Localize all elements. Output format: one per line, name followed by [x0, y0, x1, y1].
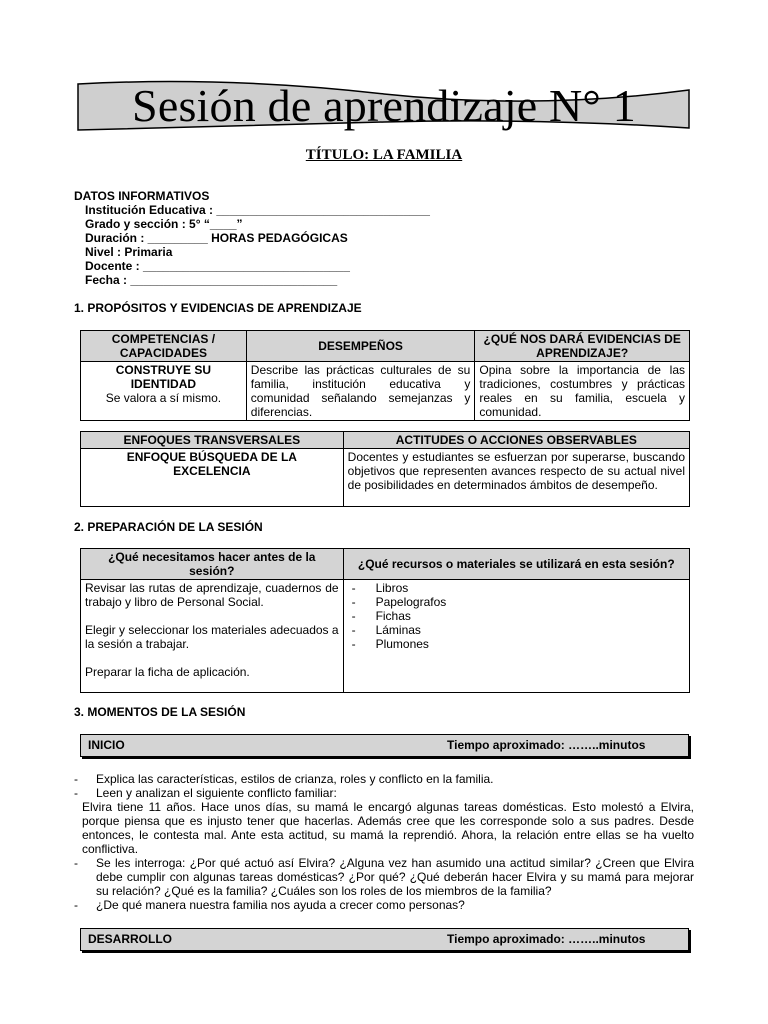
competencia-cell [81, 362, 247, 421]
antes-item: Elegir y seleccionar los materiales adecuados a la sesión a trabajar. [85, 623, 339, 651]
list-item: - ¿De qué manera nuestra familia nos ayuda a crecer como personas? [74, 898, 465, 912]
recursos-cell [343, 580, 689, 693]
desarrollo-bar [80, 928, 689, 951]
recursos-list [348, 581, 685, 651]
antes-item: Revisar las rutas de aprendizaje, cuadernos de trabajo y libro de Personal Social. [85, 581, 339, 609]
col-header-actitudes: ACTITUDES O ACCIONES OBSERVABLES [343, 432, 689, 449]
col-header-competencias: COMPETENCIAS / CAPACIDADES [81, 331, 247, 362]
section-1-heading: 1. PROPÓSITOS Y EVIDENCIAS DE APRENDIZAJE [74, 301, 362, 315]
field-institucion: Institución Educativa : ________________________________ [85, 203, 430, 217]
list-item: - Se les interroga: ¿Por qué actuó así Elvira? ¿Alguna vez han asumido una actitud similar? ¿Creen que Elvira debe cumplir con algunas tareas domésticas? ¿Por qué? ¿Qué deberán hacer Elvira y su mamá para mejorar su relación? ¿Qué es la familia? ¿Cuáles son los roles de los miembros de la familia? [74, 856, 694, 898]
datos-heading: DATOS INFORMATIVOS [74, 189, 210, 203]
capacidad-text: Se valora a sí mismo. [105, 391, 222, 405]
propositos-table [80, 330, 690, 421]
section-2-heading: 2. PREPARACIÓN DE LA SESIÓN [74, 520, 263, 534]
list-item: - Explica las características, estilos de crianza, roles y conflicto en la familia. [74, 772, 494, 786]
list-item: - Leen y analizan el siguiente conflicto familiar: [74, 786, 337, 800]
preparacion-table [80, 548, 690, 693]
recurso-item: - Plumones [348, 637, 685, 651]
inicio-tiempo: Tiempo aproximado: ……..minutos [447, 738, 646, 752]
datos-informativos [74, 189, 430, 287]
document-title: TÍTULO: LA FAMILIA [305, 147, 463, 163]
inicio-bar [80, 734, 689, 757]
col-header-evidencias: ¿QUÉ NOS DARÁ EVIDENCIAS DE APRENDIZAJE? [475, 331, 690, 362]
inicio-label: INICIO [88, 738, 125, 752]
recurso-item: - Libros [348, 581, 685, 595]
session-title: Sesión de aprendizaje N° 1 [132, 80, 636, 131]
competencia-text: CONSTRUYE SU IDENTIDAD [115, 363, 212, 391]
section-3-heading: 3. MOMENTOS DE LA SESIÓN [74, 705, 246, 719]
antes-cell [81, 580, 344, 693]
field-fecha: Fecha : _______________________________ [85, 273, 338, 287]
desempeno-cell: Describe las prácticas culturales de su familia, institución educativa y comunidad señalando semejanzas y diferencias. [246, 362, 475, 421]
field-nivel: Nivel : Primaria [85, 245, 173, 259]
col-header-desempenos: DESEMPEÑOS [246, 331, 475, 362]
field-docente: Docente : _______________________________ [85, 259, 350, 273]
col-header-recursos: ¿Qué recursos o materiales se utilizará en esta sesión? [343, 549, 689, 580]
field-grado: Grado y sección : 5° “____” [85, 217, 243, 231]
field-duracion: Duración : _________ HORAS PEDAGÓGICAS [85, 231, 348, 245]
recurso-item: - Fichas [348, 609, 685, 623]
actitud-cell: Docentes y estudiantes se esfuerzan por superarse, buscando objetivos que representen avances respecto de su actual nivel de posibilidades en determinados ámbitos de desempeño. [343, 449, 689, 507]
inicio-content [74, 772, 694, 912]
recurso-item: - Láminas [348, 623, 685, 637]
antes-item: Preparar la ficha de aplicación. [85, 665, 250, 679]
evidencia-cell: Opina sobre la importancia de las tradiciones, costumbres y prácticas reales en su familia, escuela y comunidad. [475, 362, 690, 421]
enfoque-cell: ENFOQUE BÚSQUEDA DE LA EXCELENCIA [81, 449, 344, 507]
story-paragraph: Elvira tiene 11 años. Hace unos días, su mamá le encargó algunas tareas domésticas. Esto molestó a Elvira, porque piensa que es injusto tener que hacerlas. Además cree que les corresponde solo a sus padres. Desde entonces, le contesta mal. Ante esta actitud, su mamá la reprendió. Ahora, la relación entre ellas se ha vuelto conflictiva. [82, 800, 694, 856]
col-header-antes: ¿Qué necesitamos hacer antes de la sesión? [81, 549, 344, 580]
recurso-item: - Papelografos [348, 595, 685, 609]
desarrollo-tiempo: Tiempo aproximado: ……..minutos [447, 932, 646, 946]
desarrollo-label: DESARROLLO [88, 932, 172, 946]
col-header-enfoques: ENFOQUES TRANSVERSALES [81, 432, 344, 449]
enfoques-table [80, 431, 690, 507]
